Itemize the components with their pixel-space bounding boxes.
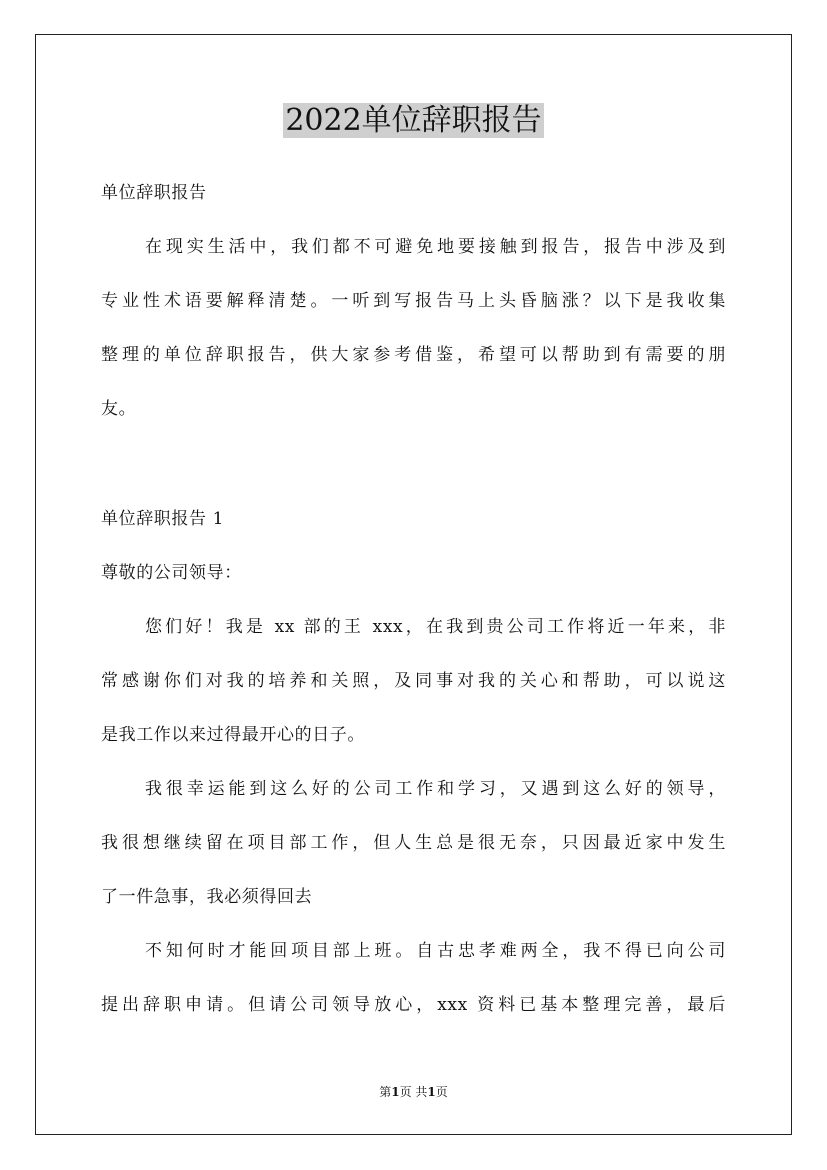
document-body (101, 172, 726, 1038)
paragraph-line: 您们好！我是 xx 部的王 xxx，在我到贵公司工作将近一年来，非 (145, 617, 726, 637)
document-heading: 单位辞职报告 (101, 183, 207, 203)
intro-line: 友。 (101, 399, 137, 419)
paragraph-line: 我很幸运能到这么好的公司工作和学习，又遇到这么好的领导， (145, 779, 726, 799)
paragraph-line: 提出辞职申请。但请公司领导放心，xxx 资料已基本整理完善，最后 (101, 995, 726, 1015)
salutation: 尊敬的公司领导： (101, 563, 242, 583)
document-title (0, 101, 827, 141)
footer-page-prefix: 第 (379, 1085, 392, 1099)
paragraph-line: 了一件急事，我必须得回去 (101, 887, 313, 907)
paragraph-line: 是我工作以来过得最开心的日子。 (101, 725, 365, 745)
footer-page-total: 1 (427, 1085, 436, 1099)
intro-line: 整理的单位辞职报告，供大家参考借鉴，希望可以帮助到有需要的朋 (101, 345, 726, 365)
document-title-text: 2022单位辞职报告 (285, 103, 542, 138)
paragraph-line: 不知何时才能回项目部上班。自古忠孝难两全，我不得已向公司 (145, 941, 726, 961)
intro-line: 专业性术语要解释清楚。一听到写报告马上头昏脑涨？以下是我收集 (101, 291, 726, 311)
paragraph-spacer (101, 442, 726, 498)
intro-line: 在现实生活中，我们都不可避免地要接触到报告，报告中涉及到 (145, 237, 726, 257)
page-footer (0, 1083, 827, 1100)
section-title: 单位辞职报告 1 (101, 509, 225, 529)
paragraph-line: 常感谢你们对我的培养和关照，及同事对我的关心和帮助，可以说这 (101, 671, 726, 691)
footer-page-current: 1 (391, 1085, 400, 1099)
footer-page-mid: 页 共 (399, 1085, 428, 1099)
paragraph-line: 我很想继续留在项目部工作，但人生总是很无奈，只因最近家中发生 (101, 833, 726, 853)
footer-page-suffix: 页 (435, 1085, 448, 1099)
